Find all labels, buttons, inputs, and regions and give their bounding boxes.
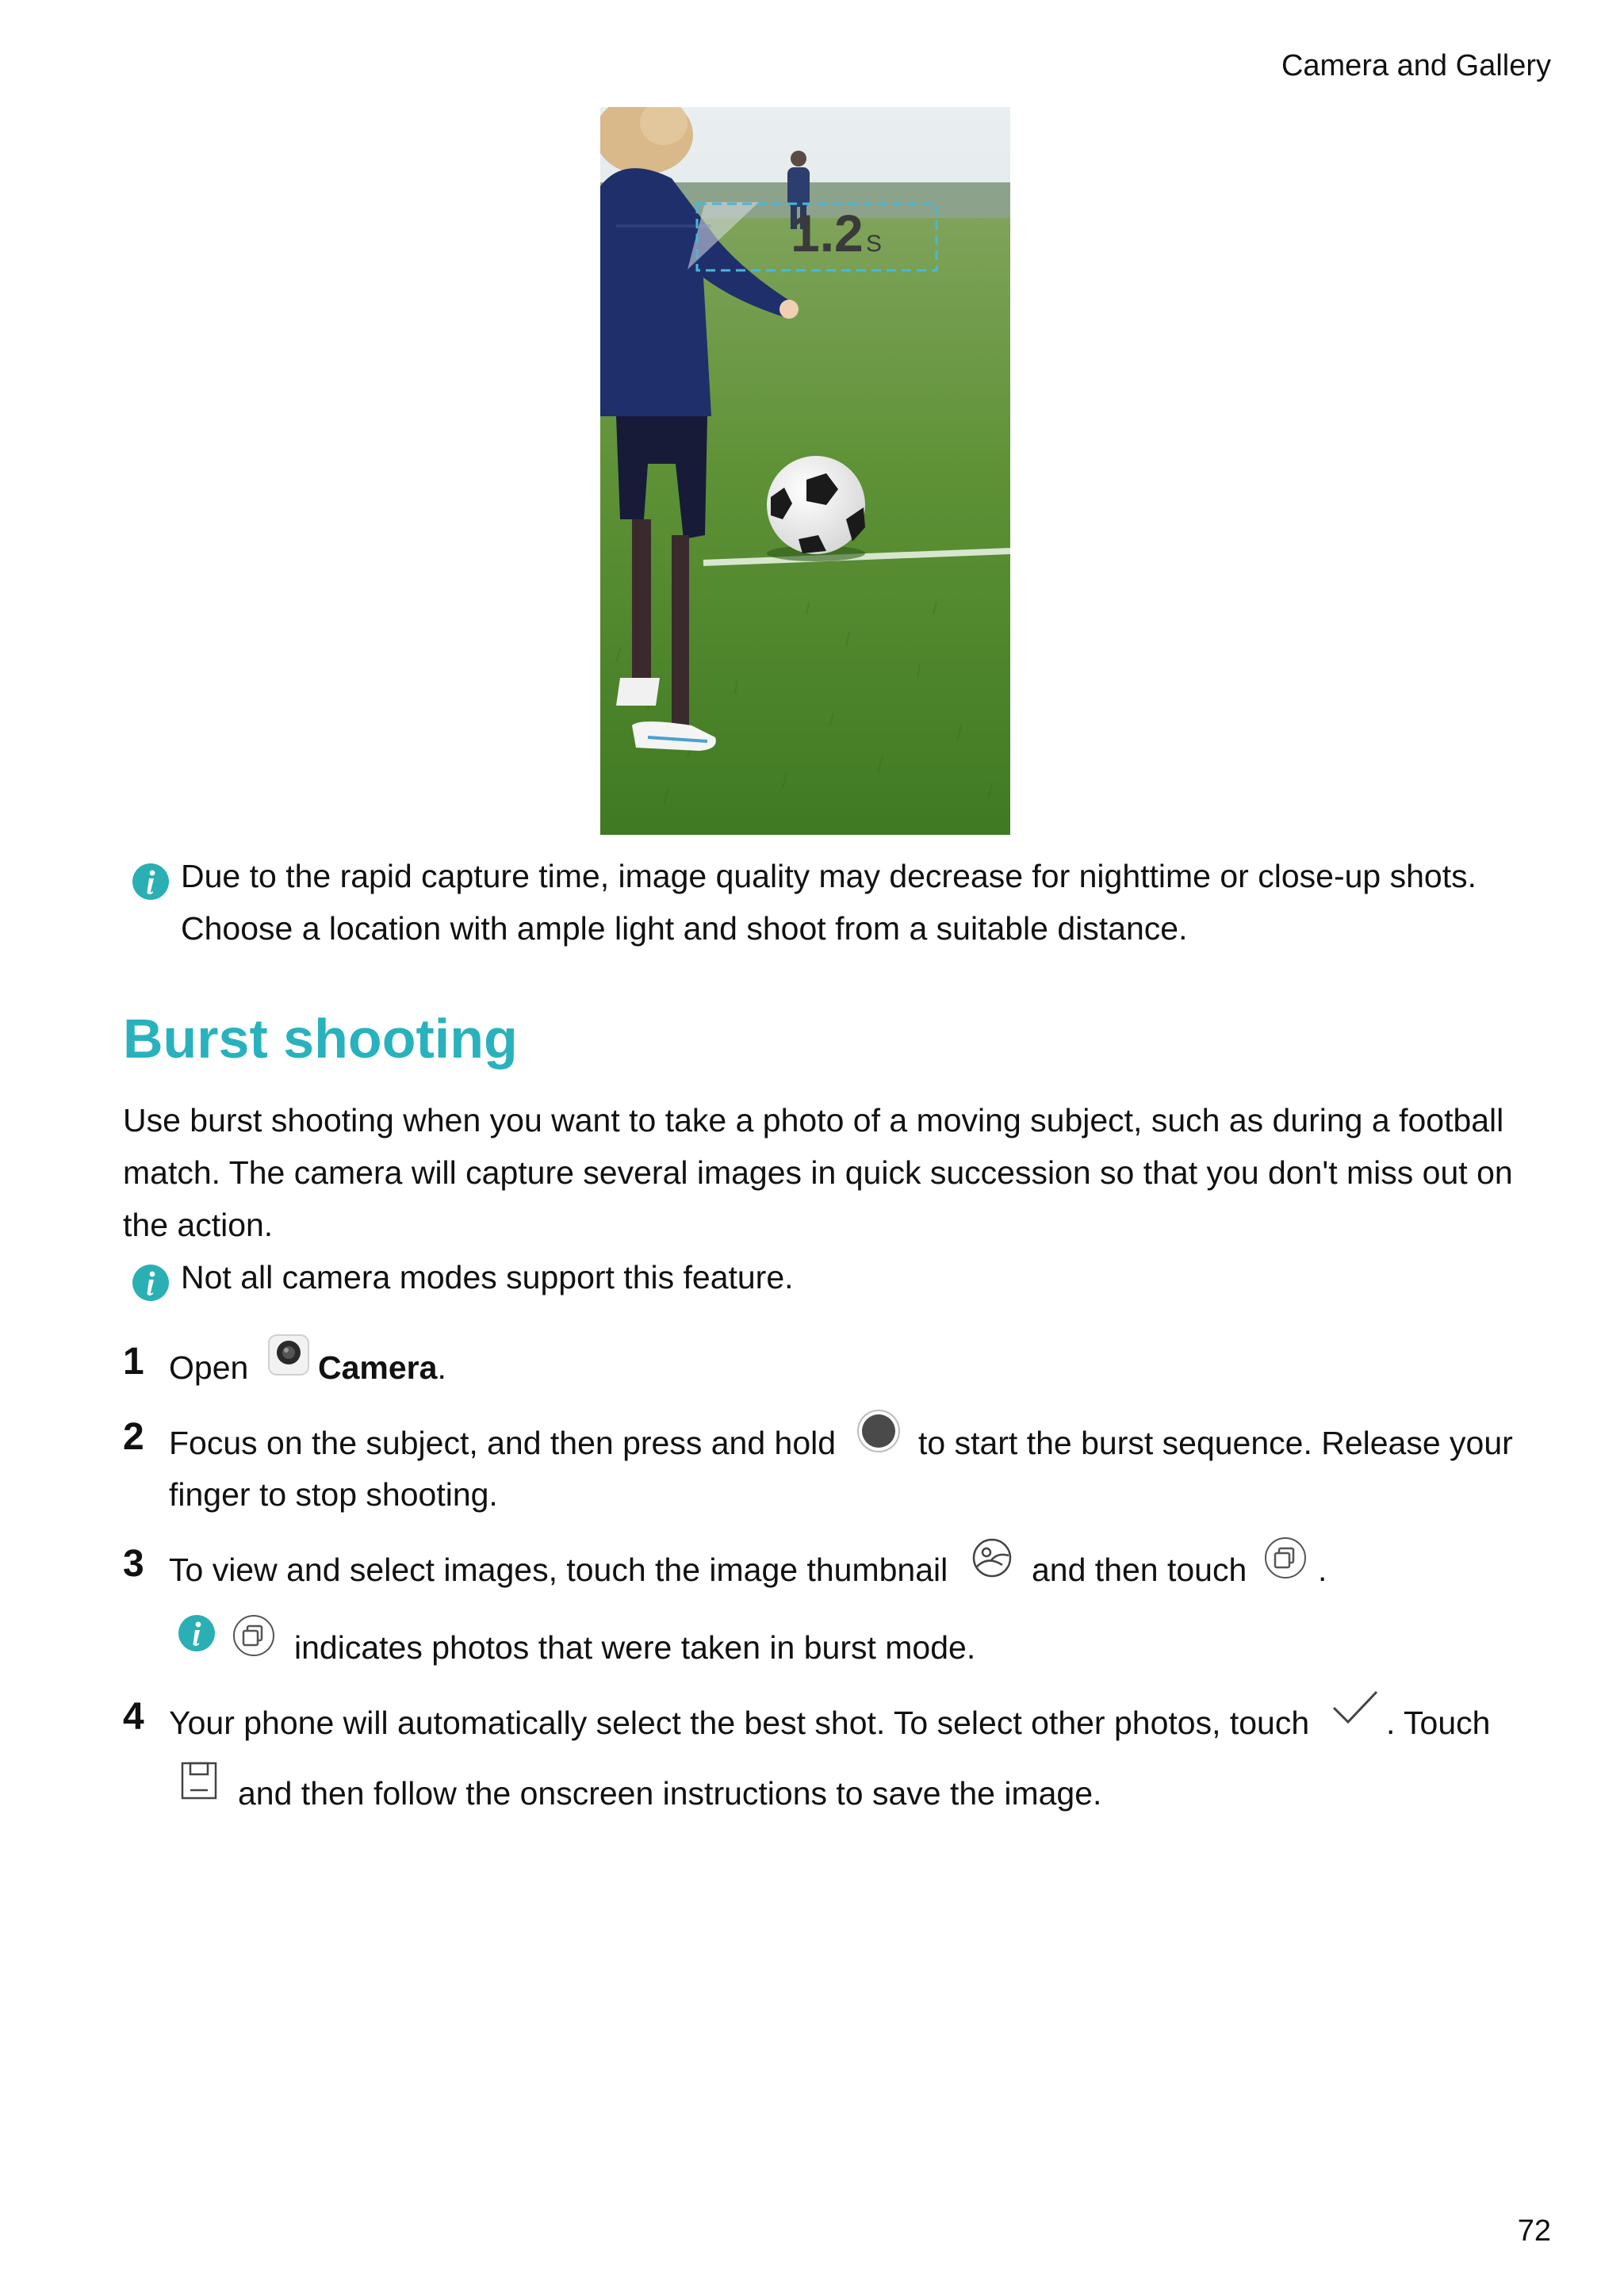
step-number: 4	[123, 1696, 144, 1738]
note-mode-support: Not all camera modes support this feature.	[181, 1259, 794, 1295]
page-number: 72	[1517, 2214, 1551, 2248]
step-3-middle: and then touch	[1032, 1552, 1247, 1588]
checkmark-icon[interactable]	[1331, 1687, 1380, 1730]
info-icon	[132, 1264, 170, 1302]
step-number: 2	[123, 1416, 144, 1458]
burst-photos-icon	[232, 1614, 275, 1657]
info-icon	[132, 863, 170, 901]
boy-kicking-football-photo	[600, 107, 1010, 835]
note-line-1: Due to the rapid capture time, image quality may decrease for nighttime or close-up shots.	[181, 858, 1477, 894]
section-title: Burst shooting	[123, 1008, 518, 1070]
para-line-2: match. The camera will capture several images in quick succession so that you don't miss out on	[123, 1154, 1513, 1191]
step-4-line2: and then follow the onscreen instructions to save the image.	[238, 1775, 1102, 1812]
burst-example-photo	[600, 107, 1010, 835]
save-icon[interactable]	[179, 1760, 219, 1801]
burst-photos-icon[interactable]	[1264, 1536, 1307, 1579]
para-line-1: Use burst shooting when you want to take a photo of a moving subject, such as during a football	[123, 1102, 1504, 1138]
step-2-line2: finger to stop shooting.	[169, 1476, 498, 1513]
info-icon	[178, 1614, 216, 1652]
step-1-text	[169, 1341, 248, 1394]
step-number: 3	[123, 1543, 144, 1585]
step-3-before: To view and select images, touch the image thumbnail	[169, 1552, 948, 1588]
step-2-before: Focus on the subject, and then press and hold	[169, 1425, 837, 1461]
burst-timer-unit: S	[866, 231, 883, 257]
step-4-after: . Touch	[1386, 1705, 1491, 1741]
image-thumbnail-icon[interactable]	[971, 1536, 1013, 1579]
step-1-period: .	[437, 1349, 446, 1386]
camera-app-name: Camera	[318, 1349, 438, 1386]
step-4-before: Your phone will automatically select the best shot. To select other photos, touch	[169, 1705, 1310, 1741]
camera-app-icon[interactable]	[267, 1334, 310, 1376]
note-line-2: Choose a location with ample light and shoot from a suitable distance.	[181, 910, 1188, 947]
para-line-3: the action.	[123, 1207, 274, 1243]
step-3-note: indicates photos that were taken in burst mode.	[294, 1629, 976, 1666]
burst-timer-value: 1.2	[791, 204, 864, 262]
step-2-after: to start the burst sequence. Release your	[918, 1425, 1513, 1461]
intro-paragraph	[123, 1094, 1534, 1251]
step-number: 1	[123, 1341, 144, 1383]
step-1-before: Open	[169, 1349, 249, 1386]
step-1-app	[318, 1341, 446, 1394]
note-capture-quality	[181, 850, 1529, 955]
running-header: Camera and Gallery	[1281, 49, 1551, 82]
shutter-button-icon[interactable]	[856, 1409, 901, 1453]
step-3-after: .	[1318, 1552, 1327, 1588]
